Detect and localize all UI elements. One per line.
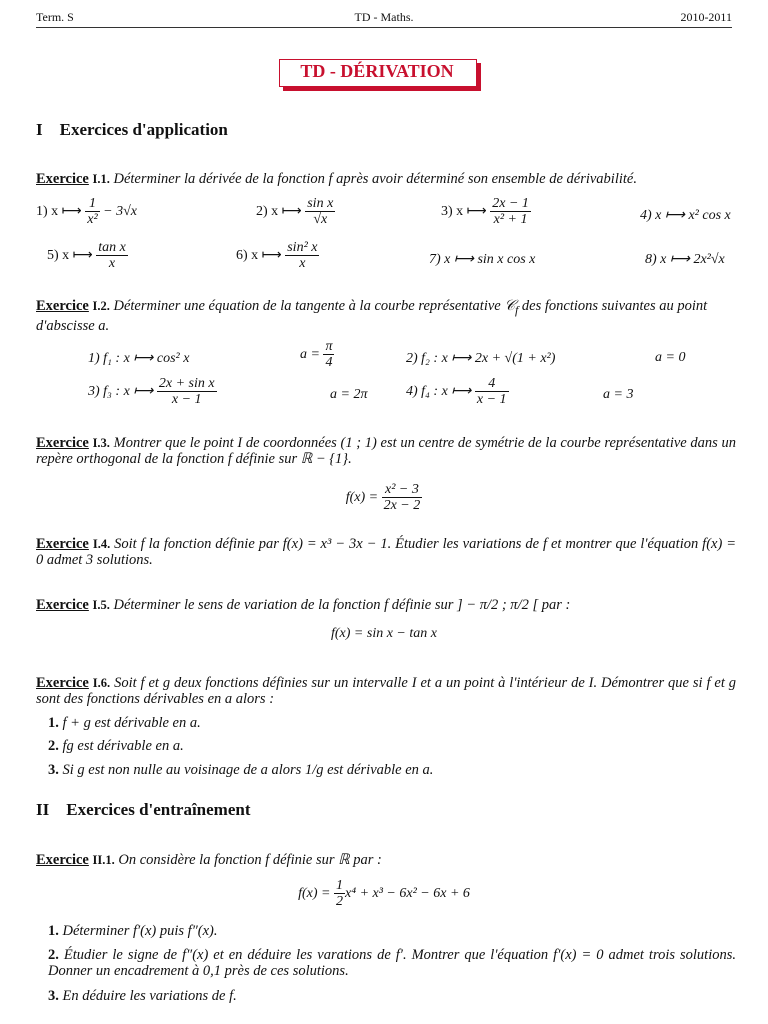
list-number: 3.	[48, 762, 59, 778]
fraction-denominator: x	[108, 256, 116, 272]
header-center: TD - Maths.	[354, 10, 414, 24]
exercise-number: I.3.	[92, 436, 110, 450]
exercise-number: I.1.	[92, 172, 110, 186]
function-1	[36, 196, 137, 228]
equation-suffix: x⁴ + x³ − 6x² − 6x + 6	[344, 886, 470, 902]
list-item	[48, 762, 433, 778]
curve-subscript: f	[514, 302, 519, 317]
fraction-numerator: 4	[475, 376, 509, 392]
exercise-i3-statement	[36, 435, 736, 467]
list-number: 2.	[48, 738, 59, 754]
fraction-denominator: 4	[325, 355, 333, 371]
function-2	[256, 196, 335, 228]
exercise-ii1-statement	[36, 852, 736, 868]
exercise-label: Exercice	[36, 171, 89, 187]
list-item	[48, 923, 217, 939]
list-number: 2.	[48, 947, 59, 963]
fraction-denominator: 2	[335, 894, 343, 910]
tangent-function-4	[406, 376, 509, 408]
section-heading-1: I Exercices d'application	[36, 120, 228, 139]
exercise-label: Exercice	[36, 675, 89, 691]
tangent-point-1	[300, 339, 334, 371]
fraction-numerator: 1	[85, 196, 99, 212]
fraction-numerator: x² − 3	[382, 482, 423, 498]
exercise-number: II.1.	[92, 853, 115, 867]
list-number: 3.	[48, 988, 59, 1004]
fraction-numerator: sin² x	[287, 240, 318, 255]
list-item	[48, 738, 184, 754]
fraction-numerator: sin x	[307, 196, 334, 211]
exercise-i1-statement	[36, 171, 736, 187]
page-title: TD - DÉRIVATION	[300, 61, 454, 81]
exercise-text-continued: des fonctions suivantes au point d'abscisse a.	[36, 298, 708, 334]
list-number: 1.	[48, 715, 59, 731]
function-1-suffix: − 3√x	[103, 204, 138, 220]
list-text: Si g est non nulle au voisinage de a alors 1/g est dérivable en a.	[62, 762, 434, 778]
fraction-numerator: 1	[335, 878, 343, 893]
list-text: Déterminer f′(x) puis f″(x).	[62, 923, 218, 939]
exercise-text: Soit f la fonction définie par f(x) = x³ − 3x − 1. Étudier les variations de f et montrer que l'équation f(x) = 0 admet 3 solutions.	[36, 536, 737, 568]
exercise-number: I.2.	[92, 299, 110, 313]
function-4: 4) x ⟼ x² cos x	[640, 208, 731, 223]
point-prefix: a =	[300, 347, 320, 363]
exercise-text: Montrer que le point I de coordonnées (1 ; 1) est un centre de symétrie de la courbe représentative dans un repère orthogonal de la fonction f définie sur ℝ − {1}.	[36, 435, 737, 467]
fraction-denominator: x	[299, 256, 306, 272]
function-3-prefix: 3) x ⟼	[441, 204, 487, 220]
equation-i3	[0, 482, 768, 514]
exercise-text: Déterminer le sens de variation de la fonction f définie sur ] − π/2 ; π/2 [ par :	[113, 597, 571, 613]
exercise-number: I.6.	[92, 676, 111, 690]
function-7: 7) x ⟼ sin x cos x	[429, 252, 536, 267]
function-5-prefix: 5) x ⟼	[47, 248, 93, 264]
fraction-numerator: 2x + sin x	[158, 376, 215, 391]
function-5	[47, 240, 128, 272]
exercise-label: Exercice	[36, 298, 89, 314]
list-text: f + g est dérivable en a.	[62, 715, 201, 731]
exercise-number: I.5.	[92, 598, 110, 612]
fraction-denominator: x − 1	[171, 392, 202, 408]
fraction-denominator: x − 1	[476, 392, 507, 408]
fraction-denominator: x²	[87, 212, 98, 228]
list-text: En déduire les variations de f.	[62, 988, 237, 1004]
tangent-function-2: 2) f₂ : x ⟼ 2x + √(1 + x²)	[406, 351, 556, 366]
function-prefix: 4) f₄ : x ⟼	[406, 384, 472, 400]
function-prefix: 3) f₃ : x ⟼	[88, 384, 154, 400]
function-3	[441, 196, 531, 228]
equation-ii1	[0, 878, 768, 910]
exercise-i4-statement	[36, 536, 736, 568]
tangent-function-3	[88, 376, 217, 408]
exercise-text: On considère la fonction f définie sur ℝ par :	[118, 852, 382, 868]
section-heading-2: II Exercices d'entraînement	[36, 800, 251, 819]
header-rule	[36, 27, 732, 28]
equation-prefix: f(x) =	[298, 886, 331, 902]
fraction-denominator: 2x − 2	[383, 498, 421, 514]
function-2-prefix: 2) x ⟼	[256, 204, 302, 220]
function-6-prefix: 6) x ⟼	[236, 248, 282, 264]
list-text: fg est dérivable en a.	[62, 738, 184, 754]
fraction-denominator: x² + 1	[493, 212, 528, 228]
tangent-function-1: 1) f₁ : x ⟼ cos² x	[88, 351, 190, 366]
function-8: 8) x ⟼ 2x²√x	[645, 252, 725, 267]
exercise-label: Exercice	[36, 536, 89, 552]
exercise-label: Exercice	[36, 597, 89, 613]
list-item	[48, 715, 201, 731]
list-item	[48, 988, 237, 1004]
exercise-i2-statement	[36, 298, 736, 334]
list-item	[48, 947, 736, 979]
exercise-text: Soit f et g deux fonctions définies sur un intervalle I et a un point à l'intérieur de I. Démontrer que si f et g sont des fonctions dérivables en a alors :	[36, 675, 737, 707]
header-left: Term. S	[36, 10, 74, 24]
list-number: 1.	[48, 923, 59, 939]
function-1-prefix: 1) x ⟼	[36, 204, 82, 220]
tangent-point-2: a = 0	[655, 350, 686, 365]
exercise-number: I.4.	[92, 537, 111, 551]
exercise-i6-statement	[36, 675, 736, 707]
header-right: 2010-2011	[680, 10, 732, 24]
function-6	[236, 240, 319, 272]
tangent-point-3: a = 2π	[330, 387, 368, 402]
fraction-numerator: 2x − 1	[492, 196, 529, 211]
exercise-text: Déterminer la dérivée de la fonction f après avoir déterminé son ensemble de dérivabilité.	[113, 171, 637, 187]
fraction-numerator: π	[325, 339, 333, 354]
fraction-denominator: √x	[313, 212, 328, 228]
exercise-label: Exercice	[36, 435, 89, 451]
exercise-i5-statement	[36, 597, 736, 613]
exercise-label: Exercice	[36, 852, 89, 868]
exercise-text: Déterminer une équation de la tangente à la courbe représentative 𝒞	[113, 298, 515, 314]
list-text: Étudier le signe de f″(x) et en déduire les varations de f′. Montrer que l'équation f′(x) = 0 admet trois solutions. Donner un encadrement à 0,1 près de ces solutions.	[48, 947, 736, 979]
equation-i5: f(x) = sin x − tan x	[331, 626, 437, 641]
equation-prefix: f(x) =	[345, 490, 379, 506]
fraction-numerator: tan x	[98, 240, 126, 255]
tangent-point-4: a = 3	[603, 387, 634, 402]
